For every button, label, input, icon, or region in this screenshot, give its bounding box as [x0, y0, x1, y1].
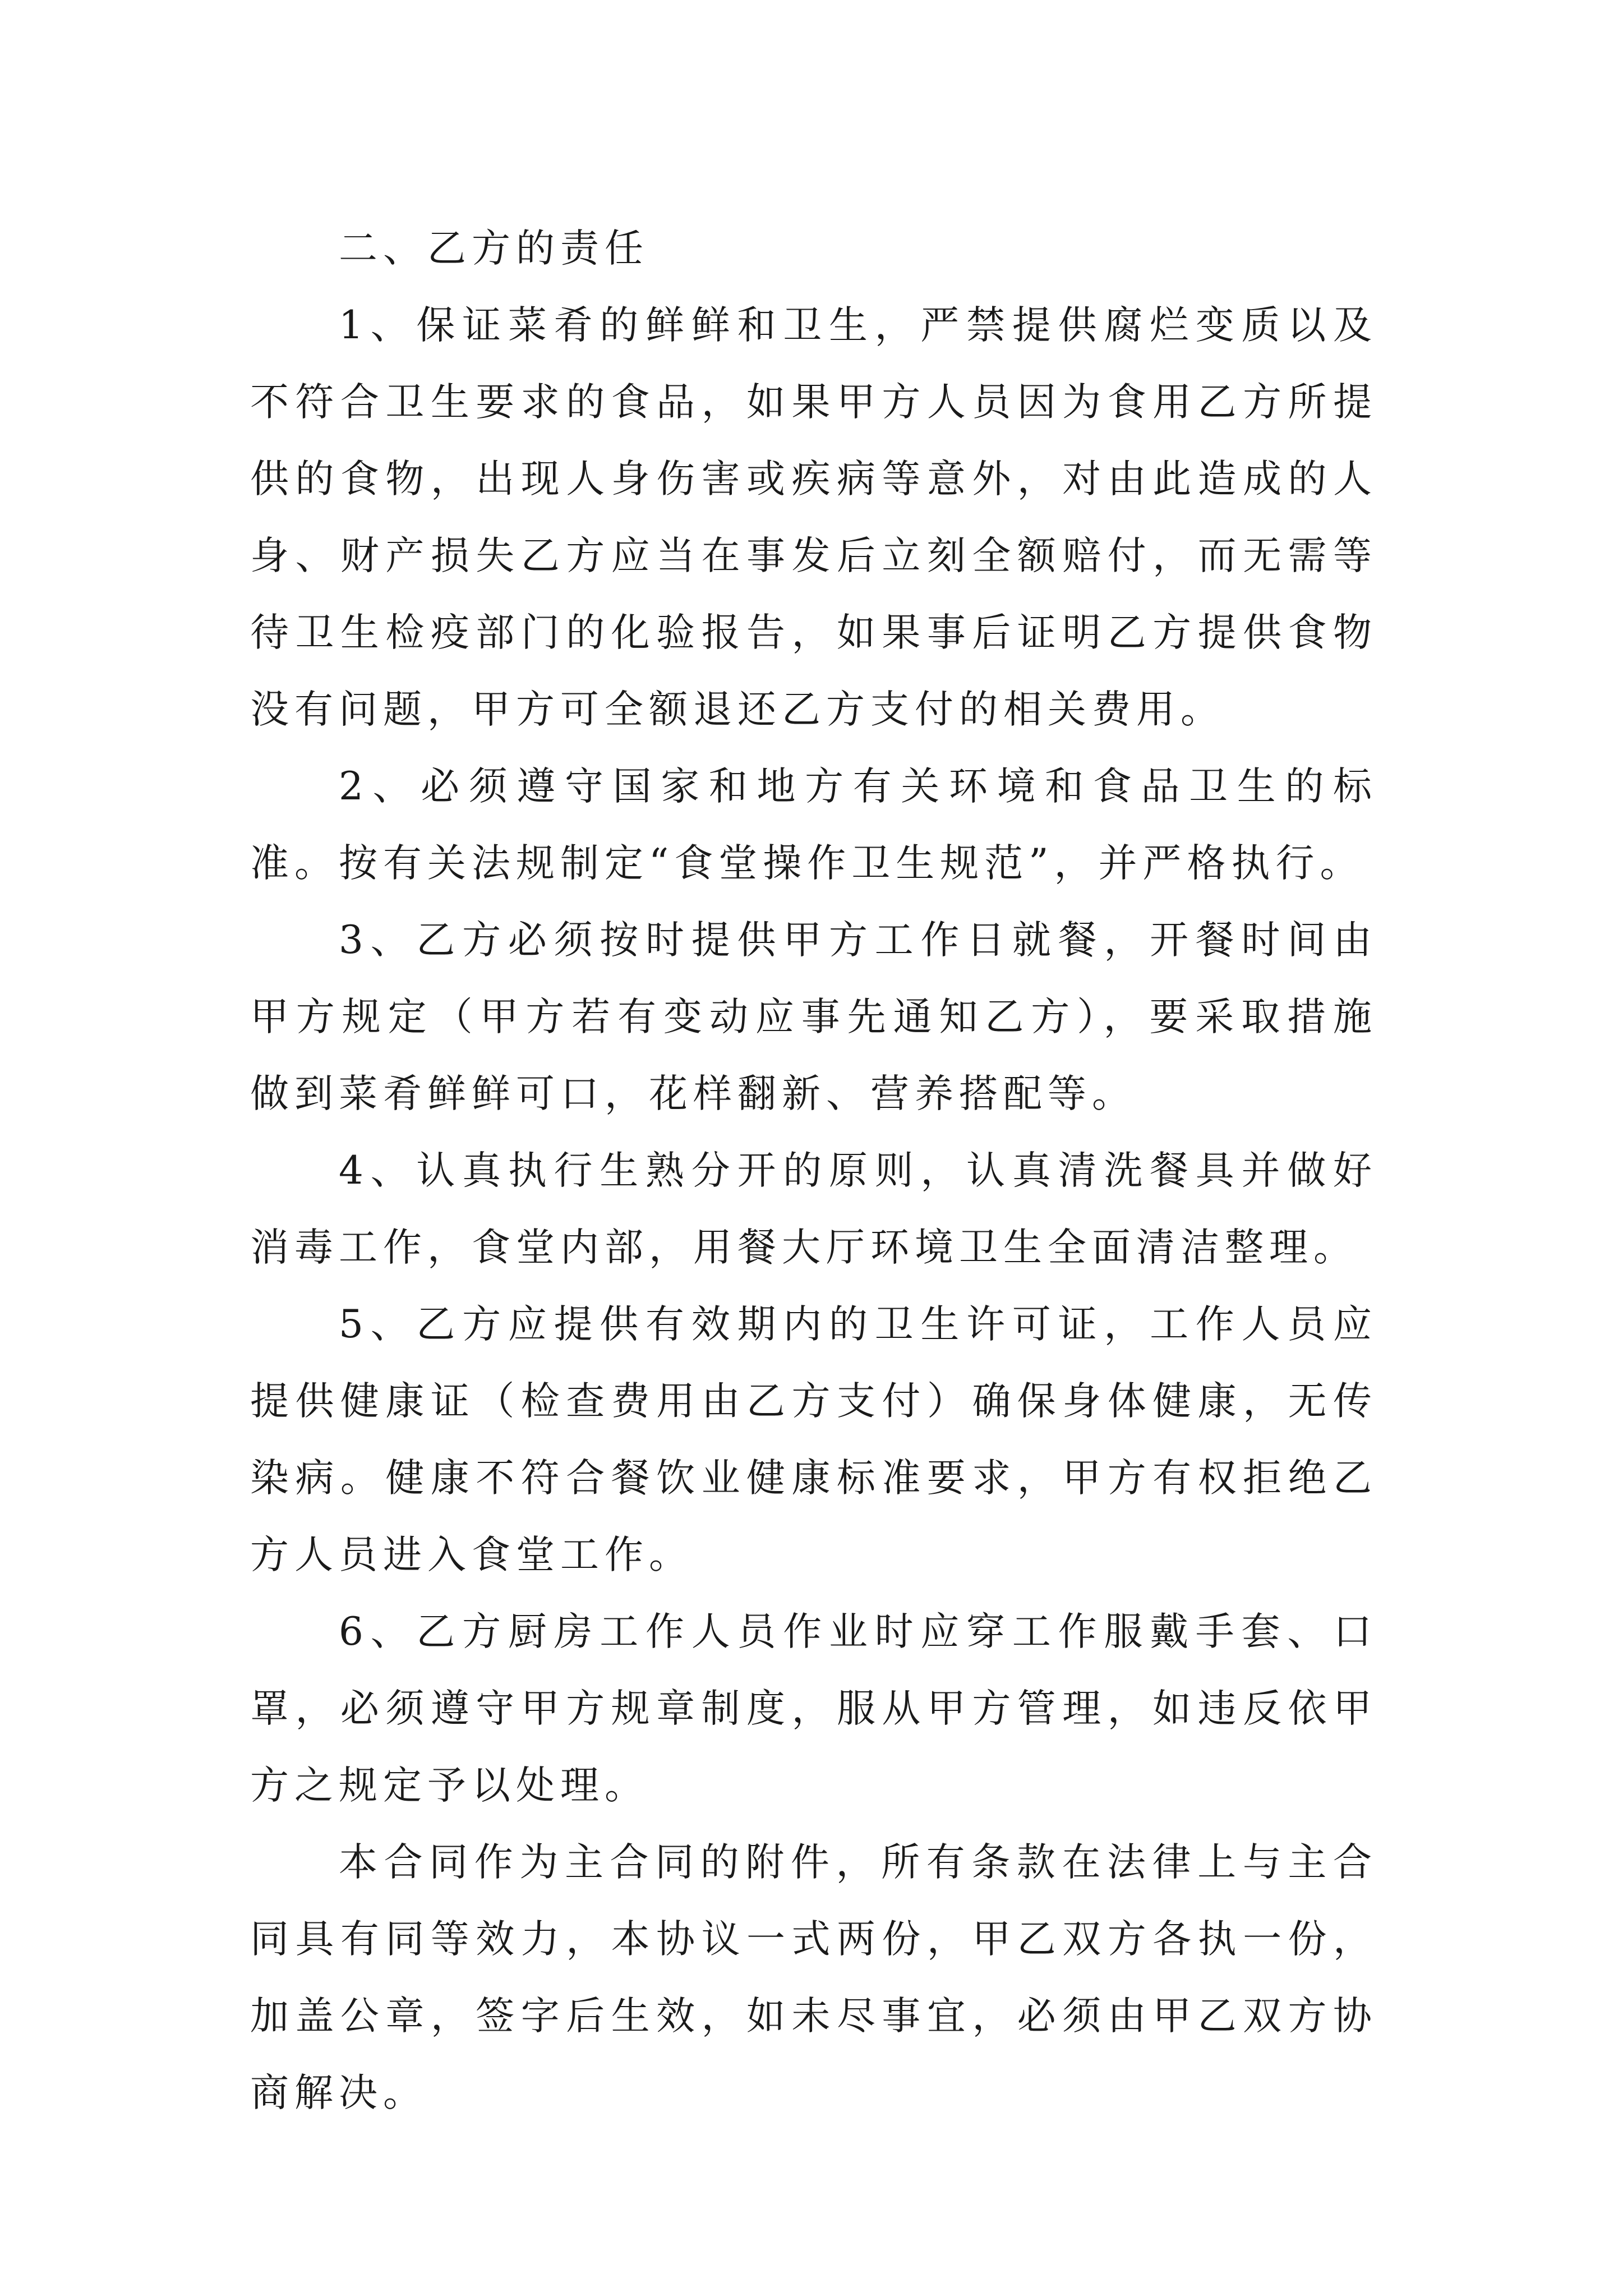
clause-6: 6、乙方厨房工作人员作业时应穿工作服戴手套、口罩，必须遵守甲方规章制度，服从甲方管理，如违反依甲方之规定予以处理。 [250, 1609, 1377, 1808]
document-body [250, 210, 1377, 2132]
closing-paragraph: 本合同作为主合同的附件，所有条款在法律上与主合同具有同等效力，本协议一式两份，甲乙双方各执一份，加盖公章，签字后生效，如未尽事宜，必须由甲乙双方协商解决。 [250, 1840, 1377, 2115]
clause-3: 3、乙方必须按时提供甲方工作日就餐，开餐时间由甲方规定（甲方若有变动应事先通知乙方），要采取措施做到菜肴鲜鲜可口，花样翻新、营养搭配等。 [250, 918, 1377, 1116]
clause-1: 1、保证菜肴的鲜鲜和卫生，严禁提供腐烂变质以及不符合卫生要求的食品，如果甲方人员因为食用乙方所提供的食物，出现人身伤害或疾病等意外，对由此造成的人身、财产损失乙方应当在事发后立刻全额赔付，而无需等待卫生检疫部门的化验报告，如果事后证明乙方提供食物没有问题，甲方可全额退还乙方支付的相关费用。 [250, 303, 1377, 732]
clause-4: 4、认真执行生熟分开的原则，认真清洗餐具并做好消毒工作，食堂内部，用餐大厅环境卫生全面清洁整理。 [250, 1148, 1377, 1270]
clause-2: 2、必须遵守国家和地方有关环境和食品卫生的标准。按有关法规制定“食堂操作卫生规范”，并严格执行。 [250, 764, 1377, 886]
clause-5: 5、乙方应提供有效期内的卫生许可证，工作人员应提供健康证（检查费用由乙方支付）确保身体健康，无传染病。健康不符合餐饮业健康标准要求，甲方有权拒绝乙方人员进入食堂工作。 [250, 1302, 1377, 1577]
section-heading: 二、乙方的责任 [339, 226, 649, 271]
